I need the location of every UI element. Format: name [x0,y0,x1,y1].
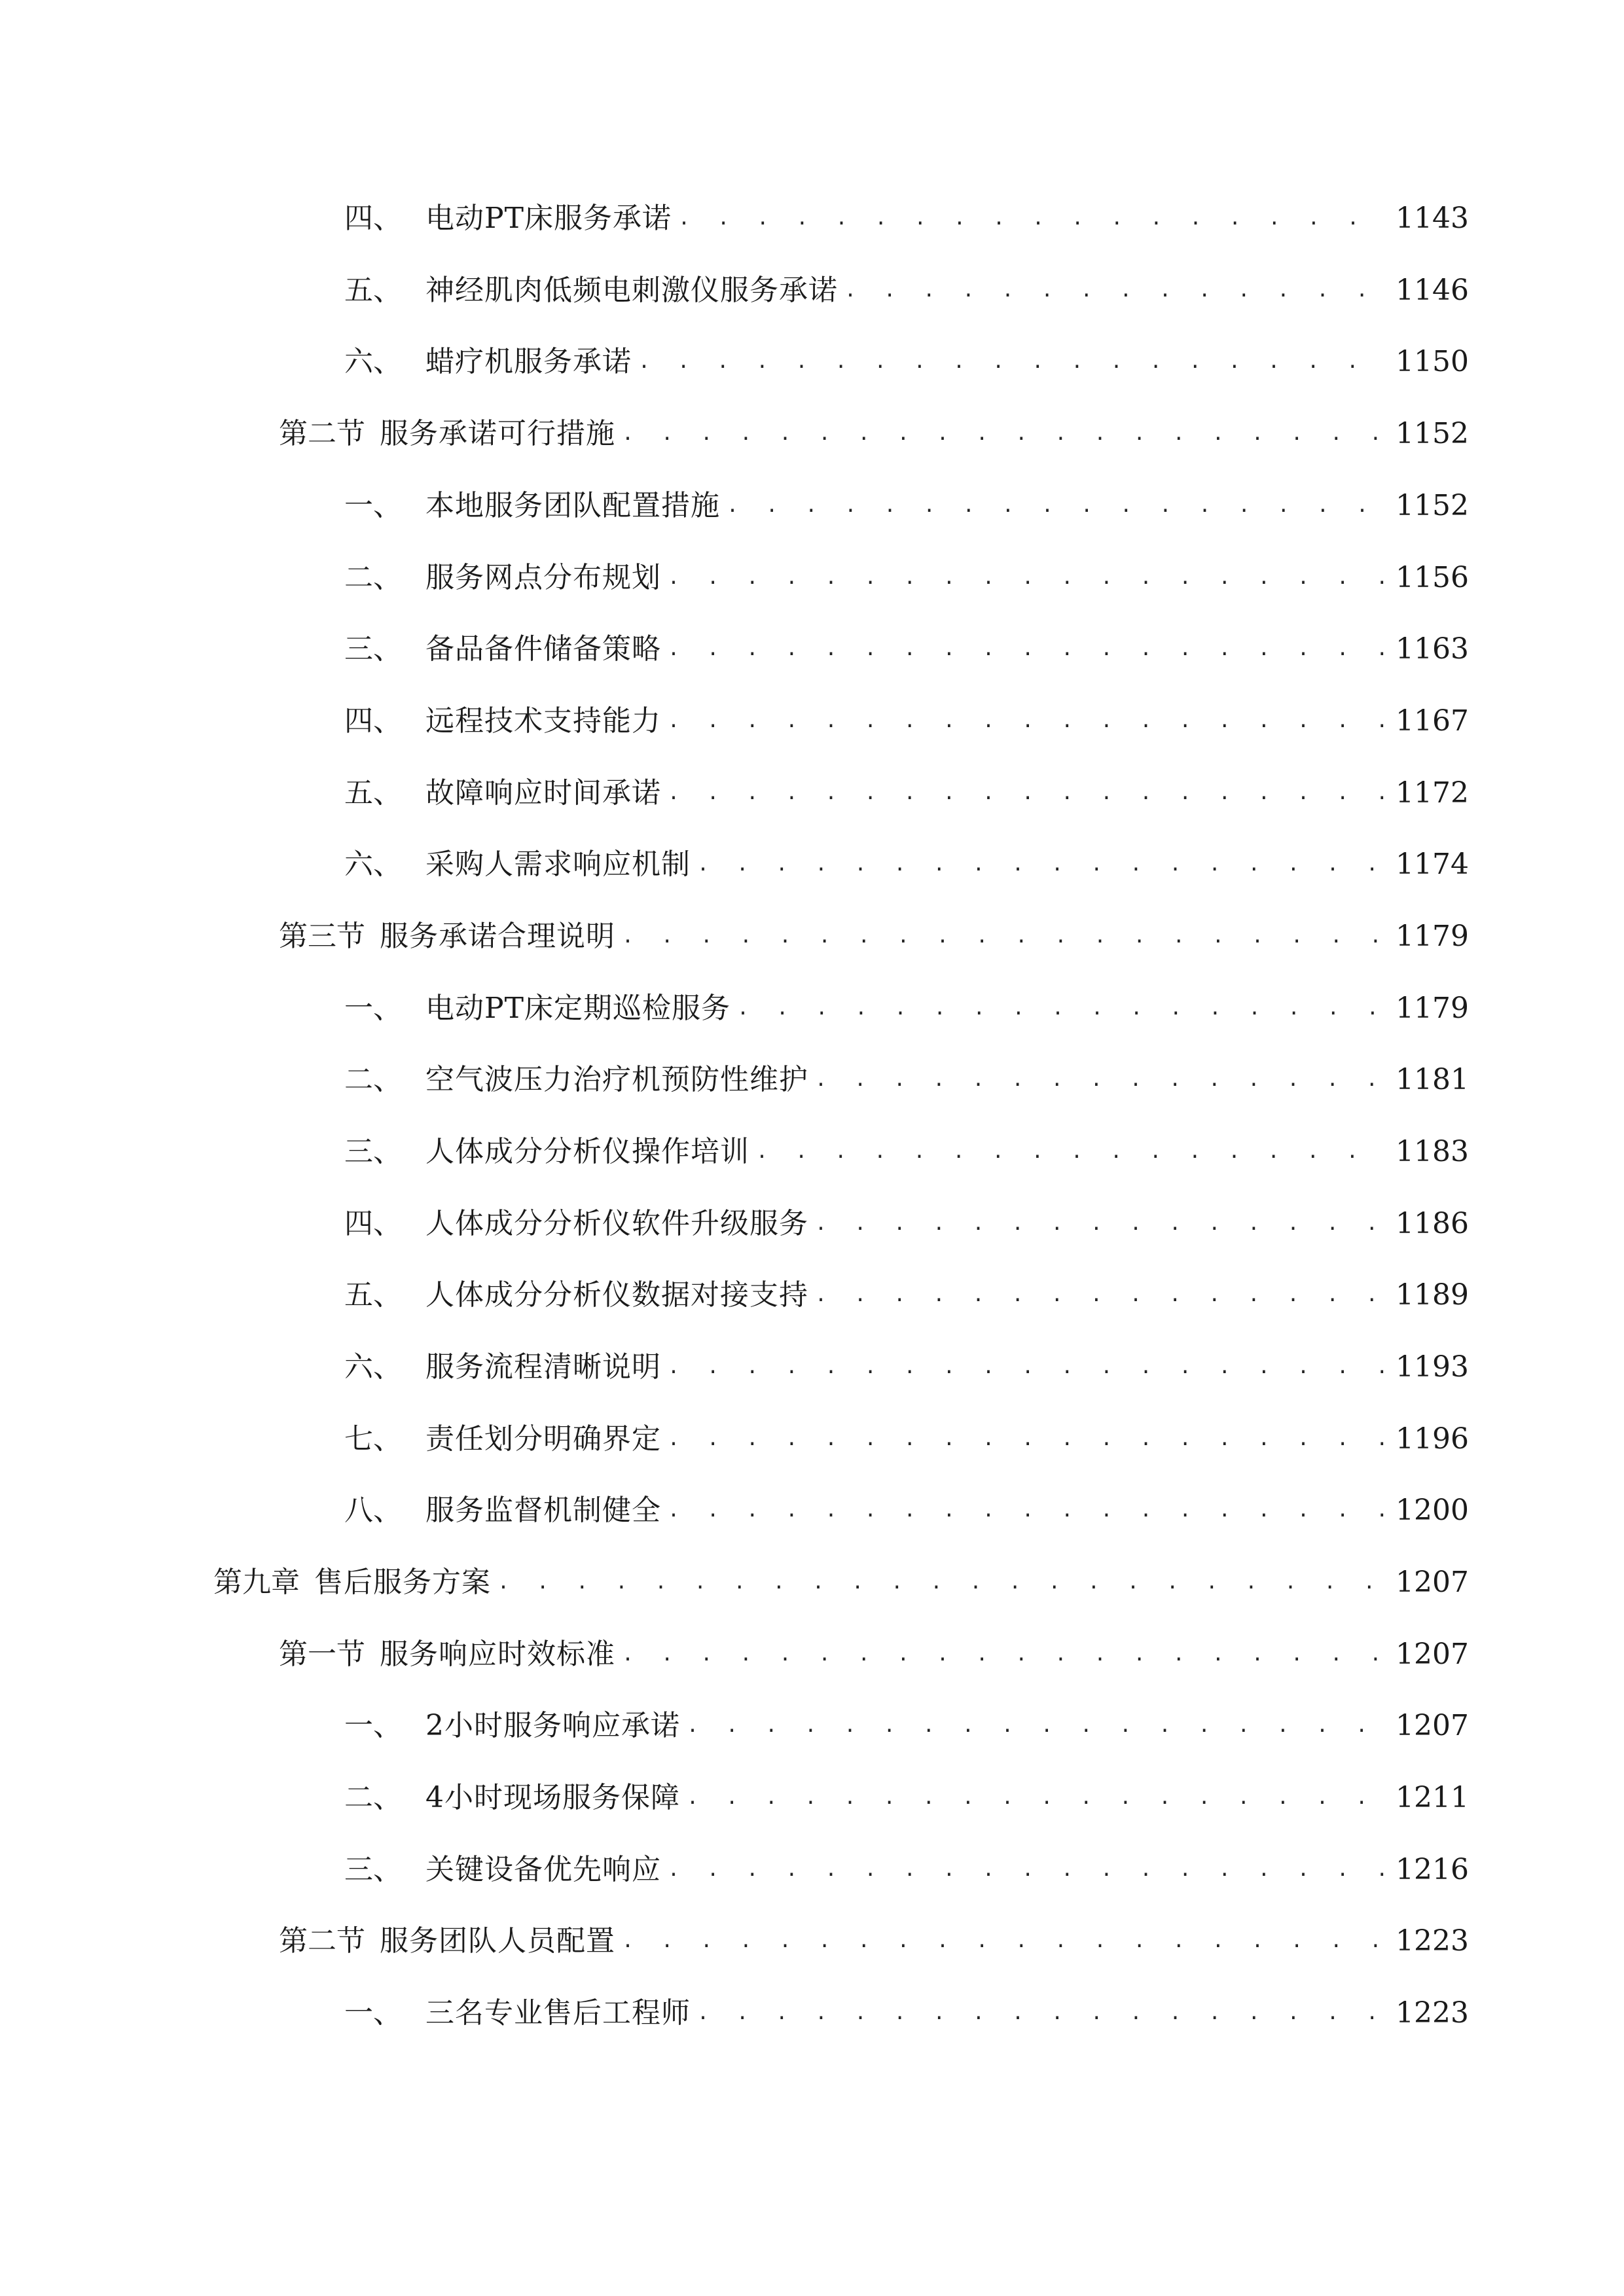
toc-entry-title: 空气波压力治疗机预防性维护 [425,1063,808,1096]
toc-entry-number: 四、 [344,202,402,235]
toc-dot-leader [697,838,1386,891]
toc-entry-number: 二、 [344,1781,402,1814]
toc-entry[interactable] [344,838,1469,891]
toc-entry-page: 1207 [1396,1638,1469,1671]
toc-entry-number: 一、 [344,992,402,1025]
toc-entry-title: 电动PT床定期巡检服务 [425,992,731,1025]
toc-entry[interactable] [344,1772,1469,1824]
toc-entry-title: 服务监督机制健全 [425,1494,661,1527]
toc-entry-page: 1183 [1396,1135,1469,1168]
toc-entry-title: 故障响应时间承诺 [425,776,661,810]
toc-entry[interactable] [344,1054,1469,1106]
toc-entry-page: 1193 [1396,1350,1469,1384]
toc-dot-leader [622,1628,1386,1681]
toc-entry-title: 采购人需求响应机制 [425,848,691,881]
toc-entry-number: 三、 [344,632,402,666]
toc-dot-leader [668,623,1386,675]
toc-dot-leader [622,408,1386,460]
toc-entry[interactable] [344,264,1469,317]
toc-entry[interactable] [344,1987,1469,2039]
toc-entry[interactable] [344,982,1469,1035]
toc-entry-number: 一、 [344,1996,402,2030]
toc-entry-page: 1179 [1396,992,1469,1025]
toc-entry-title: 服务团队人员配置 [380,1924,615,1958]
toc-entry-page: 1172 [1396,776,1469,810]
toc-dot-leader [668,1413,1386,1465]
toc-entry-number: 一、 [344,1709,402,1742]
toc-entry[interactable] [279,1628,1469,1681]
toc-entry-number: 第九章 [213,1566,300,1599]
toc-entry-page: 1196 [1396,1422,1469,1456]
toc-entry-page: 1143 [1396,202,1469,235]
toc-dot-leader [678,192,1386,245]
toc-entry[interactable] [279,910,1469,963]
toc-entry-number: 三、 [344,1135,402,1168]
toc-entry[interactable] [344,480,1469,532]
toc-entry[interactable] [279,1915,1469,1967]
toc-entry-title: 责任划分明确界定 [425,1422,661,1456]
toc-dot-leader [687,1772,1386,1824]
toc-entry-number: 六、 [344,848,402,881]
toc-entry-title: 人体成分分析仪数据对接支持 [425,1278,808,1312]
toc-dot-leader [668,767,1386,819]
toc-dot-leader [815,1054,1386,1106]
toc-entry-number: 五、 [344,776,402,810]
toc-entry-title: 服务网点分布规划 [425,561,661,594]
toc-entry-title: 服务承诺合理说明 [380,920,615,953]
toc-entry-title: 三名专业售后工程师 [425,1996,691,2030]
toc-entry-page: 1152 [1396,417,1469,450]
toc-entry-page: 1152 [1396,489,1469,522]
toc-entry-title: 蜡疗机服务承诺 [425,345,632,378]
toc-entry-page: 1186 [1396,1207,1469,1240]
toc-entry-page: 1167 [1396,704,1469,738]
toc-entry-page: 1223 [1396,1996,1469,2030]
toc-entry-page: 1179 [1396,920,1469,953]
toc-entry-title: 服务承诺可行措施 [380,417,615,450]
toc-entry-number: 第一节 [279,1638,365,1671]
toc-entry[interactable] [344,1413,1469,1465]
toc-entry-number: 七、 [344,1422,402,1456]
toc-entry[interactable] [344,552,1469,604]
toc-entry[interactable] [344,1269,1469,1321]
toc-entry[interactable] [344,767,1469,819]
toc-entry-number: 五、 [344,1278,402,1312]
toc-entry[interactable] [344,192,1469,245]
toc-entry-title: 本地服务团队配置措施 [425,489,720,522]
toc-dot-leader [756,1126,1386,1178]
toc-entry-page: 1223 [1396,1924,1469,1958]
toc-entry[interactable] [344,1341,1469,1393]
toc-dot-leader [815,1198,1386,1250]
toc-entry-title: 售后服务方案 [314,1566,491,1599]
toc-entry-title: 关键设备优先响应 [425,1853,661,1886]
toc-entry-title: 人体成分分析仪软件升级服务 [425,1207,808,1240]
toc-entry-title: 服务响应时效标准 [380,1638,615,1671]
toc-entry-title: 服务流程清晰说明 [425,1350,661,1384]
toc-entry-page: 1200 [1396,1494,1469,1527]
toc-entry-page: 1156 [1396,561,1469,594]
toc-entry-number: 三、 [344,1853,402,1886]
toc-dot-leader [622,1915,1386,1967]
toc-entry-number: 一、 [344,489,402,522]
toc-entry-number: 四、 [344,1207,402,1240]
toc-entry[interactable] [344,1484,1469,1537]
toc-entry-number: 二、 [344,561,402,594]
toc-entry-title: 备品备件储备策略 [425,632,661,666]
toc-entry-number: 第二节 [279,1924,365,1958]
toc-entry-title: 人体成分分析仪操作培训 [425,1135,749,1168]
toc-dot-leader [668,552,1386,604]
toc-dot-leader [697,1987,1386,2039]
toc-entry-number: 第二节 [279,417,365,450]
toc-entry[interactable] [344,695,1469,747]
toc-dot-leader [687,1700,1386,1752]
toc-dot-leader [638,336,1386,388]
toc-entry-page: 1163 [1396,632,1469,666]
toc-entry-number: 八、 [344,1494,402,1527]
toc-entry-number: 五、 [344,274,402,307]
toc-dot-leader [844,264,1386,317]
toc-entry[interactable] [344,1700,1469,1752]
toc-entry-page: 1150 [1396,345,1469,378]
toc-entry-title: 电动PT床服务承诺 [425,202,672,235]
toc-entry-page: 1207 [1396,1566,1469,1599]
toc-entry-page: 1146 [1396,274,1469,307]
toc-dot-leader [622,910,1386,963]
toc-entry-page: 1207 [1396,1709,1469,1742]
toc-dot-leader [497,1556,1386,1609]
toc-dot-leader [727,480,1386,532]
toc-entry-title: 远程技术支持能力 [425,704,661,738]
toc-entry-number: 二、 [344,1063,402,1096]
toc-dot-leader [668,1341,1386,1393]
toc-entry-page: 1189 [1396,1278,1469,1312]
toc-entry-page: 1211 [1396,1781,1469,1814]
toc-entry-title: 2小时服务响应承诺 [425,1709,680,1742]
toc-entry-title: 神经肌肉低频电刺激仪服务承诺 [425,274,838,307]
toc-entry-page: 1181 [1396,1063,1469,1096]
toc-dot-leader [668,1484,1386,1537]
toc-entry[interactable] [344,1844,1469,1896]
toc-entry-page: 1216 [1396,1853,1469,1886]
toc-entry-number: 四、 [344,704,402,738]
toc-dot-leader [737,982,1386,1035]
toc-dot-leader [668,1844,1386,1896]
toc-entry[interactable] [344,1198,1469,1250]
toc-dot-leader [815,1269,1386,1321]
toc-dot-leader [668,695,1386,747]
toc-entry[interactable] [344,623,1469,675]
toc-entry[interactable] [344,336,1469,388]
toc-entry-number: 六、 [344,1350,402,1384]
toc-entry[interactable] [279,408,1469,460]
toc-entry-number: 第三节 [279,920,365,953]
toc-entry-number: 六、 [344,345,402,378]
toc-entry[interactable] [344,1126,1469,1178]
toc-entry-page: 1174 [1396,848,1469,881]
toc-entry[interactable] [213,1556,1469,1609]
toc-entry-title: 4小时现场服务保障 [425,1781,680,1814]
